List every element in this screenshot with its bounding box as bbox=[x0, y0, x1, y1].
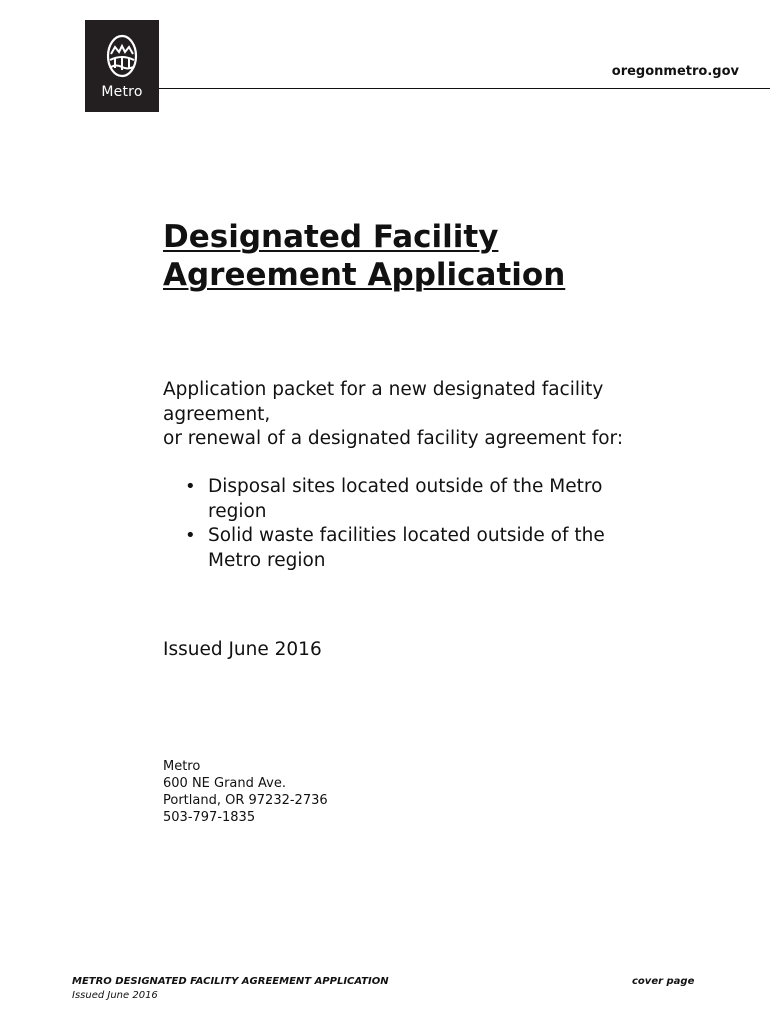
list-item-text: Solid waste facilities located outside of the Metro region bbox=[208, 525, 605, 571]
title-line: Designated Facility bbox=[163, 219, 499, 255]
address-line: Portland, OR 97232-2736 bbox=[163, 793, 328, 808]
bullet-list bbox=[163, 475, 683, 573]
footer-page-label: cover page bbox=[632, 976, 695, 987]
site-url: oregonmetro.gov bbox=[611, 64, 739, 79]
address-line: 503-797-1835 bbox=[163, 810, 256, 825]
metro-logo bbox=[85, 20, 159, 112]
list-item bbox=[163, 524, 648, 573]
intro-paragraph bbox=[163, 378, 683, 452]
logo-text: Metro bbox=[101, 84, 143, 100]
bullet-icon: • bbox=[185, 525, 196, 546]
list-item-text: Disposal sites located outside of the Metro region bbox=[208, 476, 603, 522]
footer-date: Issued June 2016 bbox=[72, 990, 158, 1001]
intro-line: or renewal of a designated facility agreement for: bbox=[163, 428, 624, 449]
header-rule bbox=[159, 88, 770, 89]
metro-bridge-mountain-icon bbox=[106, 34, 138, 78]
title-line: Agreement Application bbox=[163, 257, 566, 293]
list-item bbox=[163, 475, 648, 524]
address-line: Metro bbox=[163, 759, 201, 774]
document-title bbox=[163, 218, 565, 294]
intro-line: agreement, bbox=[163, 403, 271, 425]
footer-title: METRO DESIGNATED FACILITY AGREEMENT APPLICATION bbox=[72, 976, 389, 987]
address-block bbox=[163, 758, 328, 826]
bullet-icon: • bbox=[185, 476, 196, 497]
issued-date: Issued June 2016 bbox=[163, 639, 322, 660]
intro-line: Application packet for a new designated facility bbox=[163, 379, 604, 400]
address-line: 600 NE Grand Ave. bbox=[163, 776, 286, 791]
